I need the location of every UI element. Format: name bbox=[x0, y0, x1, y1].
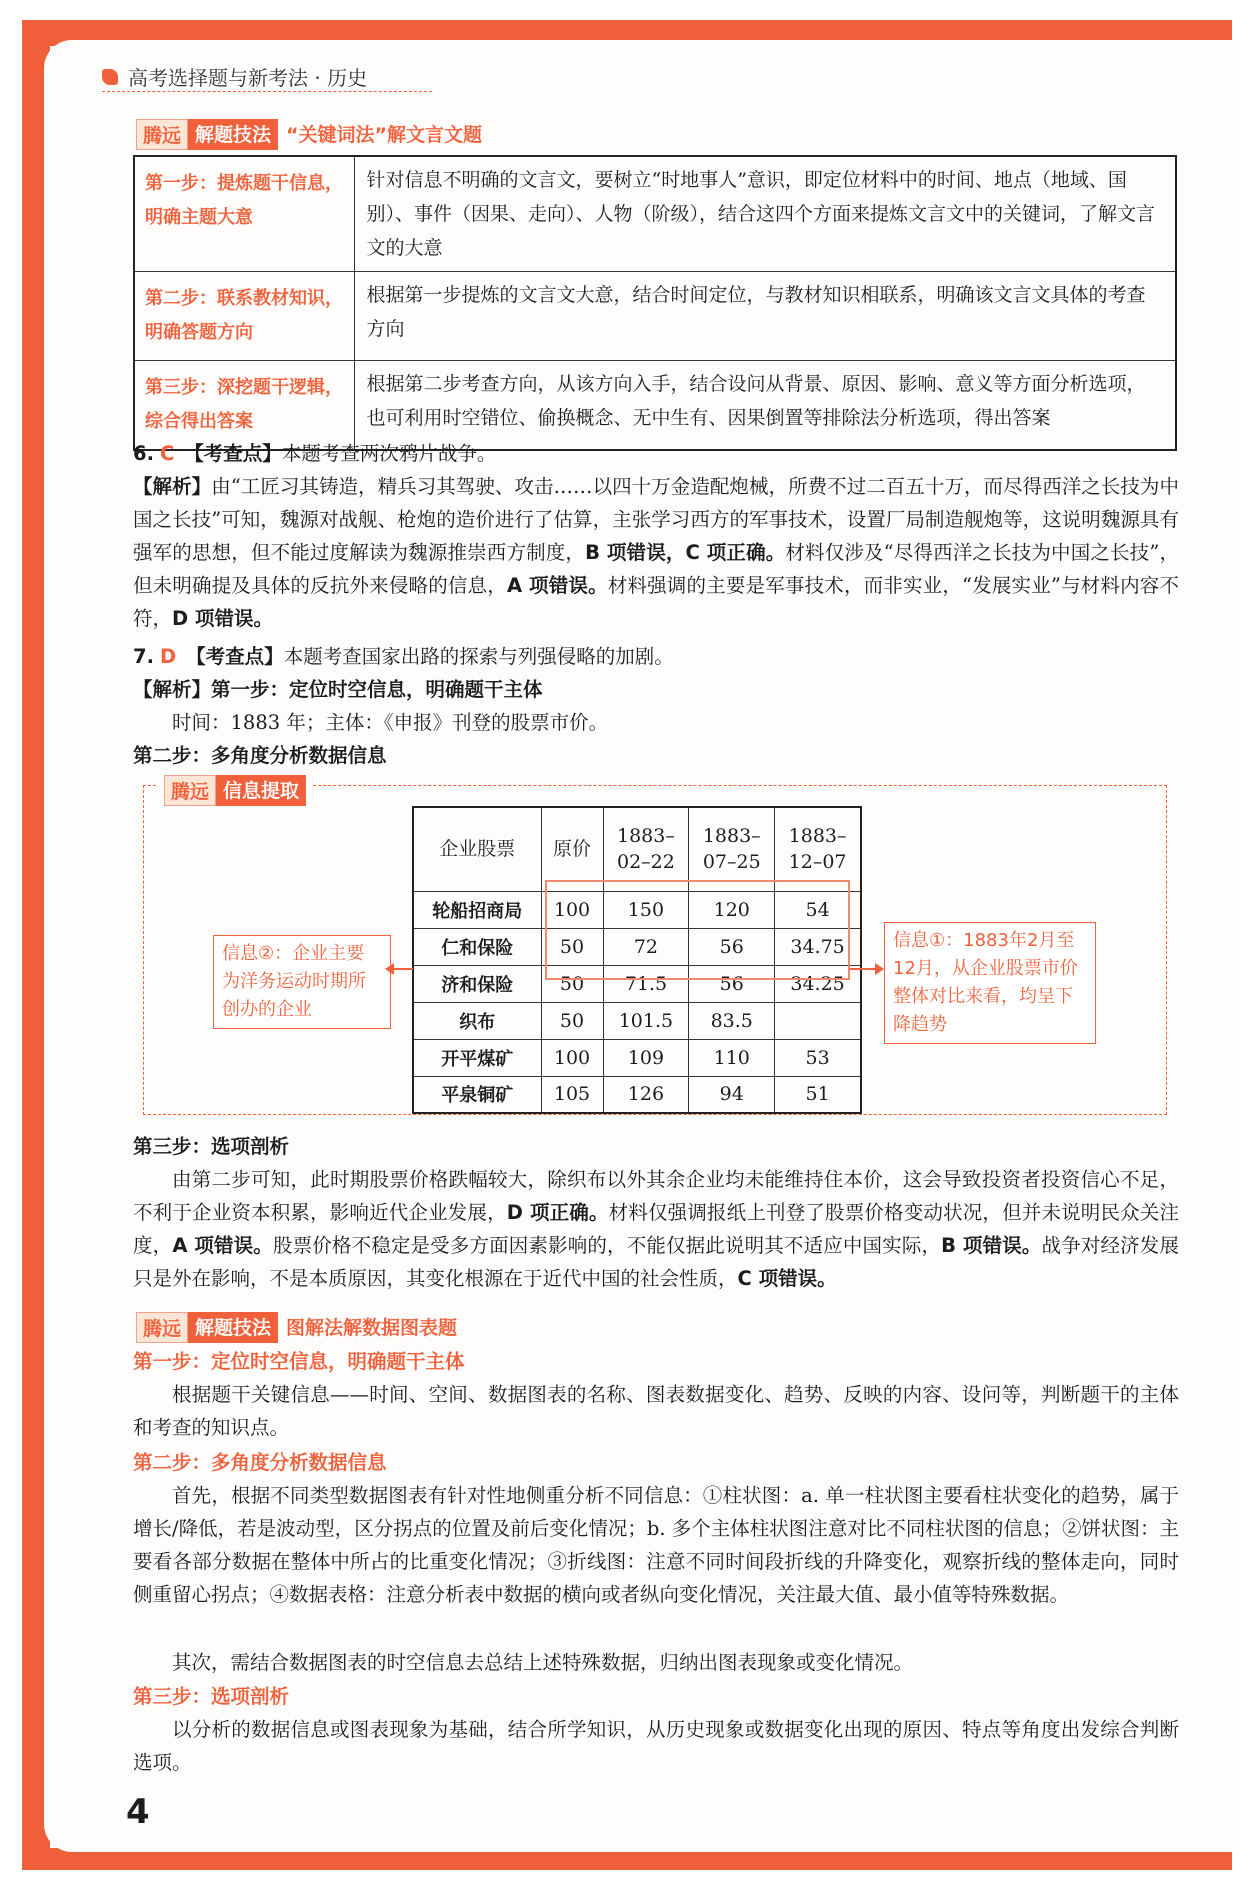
info-note-1: 信息①：1883年2月至12月，从企业股票市价整体对比来看，均呈下降趋势 bbox=[884, 922, 1096, 1044]
cell: 83.5 bbox=[689, 1002, 775, 1039]
q6-analysis-text: 由“工匠习其铸造，精兵习其驾驶、攻击……以四十万金造配炮械，所费不过二百五十万，而尽得西洋之长技为中国之长技”可知，魏源对战舰、枪炮的造价进行了估算，主张学习西方的军事技术，设置厂局制造舰炮等，这说明魏源具有强军的思想，但不能过度解读为魏源推崇西方制度， bbox=[133, 475, 1179, 564]
method-step: 第一步：提炼题干信息，明确主题大意 bbox=[134, 156, 354, 272]
price-highlight-box bbox=[545, 880, 850, 980]
q7-step3-b: 材料仅强调报纸上刊登了股票价格变动状况，但并未说明民众关注度， bbox=[133, 1201, 1179, 1257]
q6-point-label: 【考查点】 bbox=[184, 442, 282, 465]
tip1-tag bbox=[136, 119, 490, 150]
q6-analysis-mid: 材料仅涉及“尽得西洋之长技为中国之长技”，但未明确提及具体的反抗外来侵略的信息， bbox=[133, 541, 1179, 597]
tip2-step2-text2: 其次，需结合数据图表的时空信息去总结上述特殊数据，归纳出图表现象或变化情况。 bbox=[172, 1651, 914, 1674]
tip1-kind: 解题技法 bbox=[188, 119, 278, 150]
tip2-step3-title: 第三步：选项剖析 bbox=[133, 1685, 290, 1708]
stock-name: 平泉铜矿 bbox=[413, 1076, 541, 1113]
cell: 50 bbox=[541, 1002, 603, 1039]
running-header bbox=[102, 62, 367, 91]
tip2-step1-title: 第一步：定位时空信息，明确题干主体 bbox=[133, 1350, 465, 1373]
q6-analysis-mid2: 材料强调的主要是军事技术，而非实业，“发展实业”与材料内容不符， bbox=[133, 574, 1179, 630]
q6-a-verdict: A 项错误。 bbox=[506, 574, 608, 597]
cell: 34.75 bbox=[775, 928, 861, 965]
q7-point: 本题考查国家出路的探索与列强侵略的加剧。 bbox=[283, 645, 674, 668]
info-kind: 信息提取 bbox=[216, 775, 306, 806]
tip2-step2-text: 首先，根据不同类型数据图表有针对性地侧重分析不同信息：①柱状图：a. 单一柱状图主要看柱状变化的趋势，属于增长/降低，若是波动型，区分拐点的位置及前后变化情况；b. 多个主体柱状图注意对比不同柱状图的信息；②饼状图：主要看各部分数据在整体中所占的比重变化情况；③折线图：注意不同时间段折线的升降变化，观察折线的整体走向，同时侧重留心拐点；④数据表格：注意分析表中数据的横向或者纵向变化情况，关注最大值、最小值等特殊数据。 bbox=[133, 1484, 1179, 1606]
tip2-step2-title: 第二步：多角度分析数据信息 bbox=[133, 1451, 387, 1474]
cell: 51 bbox=[775, 1076, 861, 1113]
info-tag bbox=[158, 775, 312, 806]
q7-answer: D bbox=[159, 645, 177, 668]
tip2-tag bbox=[136, 1312, 465, 1343]
tip2-brand: 腾远 bbox=[136, 1312, 188, 1343]
q7-step3-title: 第三步：选项剖析 bbox=[133, 1135, 290, 1158]
tip2-kind: 解题技法 bbox=[188, 1312, 278, 1343]
q7-step2-title: 第二步：多角度分析数据信息 bbox=[133, 744, 387, 767]
q7-b-verdict: B 项错误。 bbox=[941, 1234, 1042, 1257]
q7-step1-text: 时间：1883 年；主体：《申报》刊登的股票市价。 bbox=[172, 711, 609, 734]
col-header: 原价 bbox=[541, 807, 603, 891]
col-header: 1883–07–25 bbox=[689, 807, 775, 891]
q7-point-label: 【考查点】 bbox=[186, 645, 284, 668]
header-title: 高考选择题与新考法 · 历史 bbox=[128, 66, 368, 90]
table-row bbox=[413, 1076, 861, 1113]
method-row bbox=[134, 156, 1176, 272]
cell: 105 bbox=[541, 1076, 603, 1113]
q7-analysis-label: 【解析】 bbox=[133, 678, 212, 701]
cell: 72 bbox=[603, 928, 689, 965]
cell: 100 bbox=[541, 1039, 603, 1076]
q7-step3-body: 由第二步可知，此时期股票价格跌幅较大，除织布以外其余企业均未能维持住本价，这会导致投资者投资信心不足，不利于企业资本积累，影响近代企业发展， bbox=[133, 1168, 1179, 1224]
stock-name: 织布 bbox=[413, 1002, 541, 1039]
q7-heading bbox=[133, 640, 1179, 673]
method-row bbox=[134, 272, 1176, 361]
tip2-step3-text: 以分析的数据信息或图表现象为基础，结合所学知识，从历史现象或数据变化出现的原因、特点等角度出发综合判断选项。 bbox=[133, 1718, 1179, 1774]
cell: 56 bbox=[689, 965, 775, 1002]
q6-bc-verdict: B 项错误，C 项正确。 bbox=[585, 541, 786, 564]
cell: 71.5 bbox=[603, 965, 689, 1002]
cell: 50 bbox=[541, 928, 603, 965]
method-step: 第三步：深挖题干逻辑，综合得出答案 bbox=[134, 361, 354, 451]
method-desc: 根据第二步考查方向，从该方向入手，结合设问从背景、原因、影响、意义等方面分析选项，也可利用时空错位、偷换概念、无中生有、因果倒置等排除法分析选项，得出答案 bbox=[354, 361, 1176, 451]
q7-d-verdict: D 项正确。 bbox=[506, 1201, 609, 1224]
method-desc: 根据第一步提炼的文言文大意，结合时间定位，与教材知识相联系，明确该文言文具体的考查方向 bbox=[354, 272, 1176, 361]
method-step: 第二步：联系教材知识，明确答题方向 bbox=[134, 272, 354, 361]
q7-step3-text bbox=[133, 1163, 1179, 1295]
arrow-left-icon bbox=[393, 968, 413, 970]
q7-a-verdict: A 项错误。 bbox=[172, 1234, 273, 1257]
method-table bbox=[133, 155, 1177, 451]
q6-analysis-label: 【解析】 bbox=[133, 475, 212, 498]
q6-analysis bbox=[133, 470, 1179, 635]
col-header: 企业股票 bbox=[413, 807, 541, 891]
info-note-2: 信息②：企业主要为洋务运动时期所创办的企业 bbox=[213, 935, 391, 1029]
page-number: 4 bbox=[126, 1792, 150, 1832]
stock-name: 开平煤矿 bbox=[413, 1039, 541, 1076]
table-header-row bbox=[413, 807, 861, 891]
arrow-right-icon bbox=[850, 968, 876, 970]
col-header: 1883–02–22 bbox=[603, 807, 689, 891]
tip1-brand: 腾远 bbox=[136, 119, 188, 150]
q6-point: 本题考查两次鸦片战争。 bbox=[281, 442, 497, 465]
cell: 100 bbox=[541, 891, 603, 928]
q6-d-verdict: D 项错误。 bbox=[172, 607, 273, 630]
tip1-title: “关键词法”解文言文题 bbox=[286, 124, 483, 146]
stock-name: 轮船招商局 bbox=[413, 891, 541, 928]
col-header: 1883–12–07 bbox=[775, 807, 861, 891]
stock-name: 仁和保险 bbox=[413, 928, 541, 965]
q7-step1-title: 第一步：定位时空信息，明确题干主体 bbox=[211, 678, 543, 701]
cell: 110 bbox=[689, 1039, 775, 1076]
q7-number: 7. bbox=[133, 645, 154, 668]
q7-step1 bbox=[133, 673, 1179, 706]
cell: 54 bbox=[775, 891, 861, 928]
cell: 150 bbox=[603, 891, 689, 928]
table-row bbox=[413, 1039, 861, 1076]
method-desc: 针对信息不明确的文言文，要树立“时地事人”意识，即定位材料中的时间、地点（地域、国别）、事件（因果、走向）、人物（阶级），结合这四个方面来提炼文言文中的关键词，了解文言文的大意 bbox=[354, 156, 1176, 272]
q7-step3-c: 股票价格不稳定是受多方面因素影响的，不能仅据此说明其不适应中国实际， bbox=[272, 1234, 942, 1257]
cell: 120 bbox=[689, 891, 775, 928]
tip2-title: 图解法解数据图表题 bbox=[286, 1317, 458, 1339]
info-brand: 腾远 bbox=[164, 775, 216, 806]
table-row bbox=[413, 1002, 861, 1039]
q6-heading bbox=[133, 437, 1179, 470]
q7-c-verdict: C 项错误。 bbox=[737, 1267, 837, 1290]
cell bbox=[775, 1002, 861, 1039]
cell: 56 bbox=[689, 928, 775, 965]
cell: 101.5 bbox=[603, 1002, 689, 1039]
cell: 34.25 bbox=[775, 965, 861, 1002]
q7-step3-d: 战争对经济发展只是外在影响，不是本质原因，其变化根源在于近代中国的社会性质， bbox=[133, 1234, 1179, 1290]
cell: 94 bbox=[689, 1076, 775, 1113]
q6-answer: C bbox=[159, 442, 175, 465]
stock-name: 济和保险 bbox=[413, 965, 541, 1002]
tip2-step1-text: 根据题干关键信息——时间、空间、数据图表的名称、图表数据变化、趋势、反映的内容、设问等，判断题干的主体和考查的知识点。 bbox=[133, 1383, 1179, 1439]
cell: 109 bbox=[603, 1039, 689, 1076]
cell: 50 bbox=[541, 965, 603, 1002]
cell: 53 bbox=[775, 1039, 861, 1076]
cell: 126 bbox=[603, 1076, 689, 1113]
q6-number: 6. bbox=[133, 442, 154, 465]
header-divider bbox=[102, 91, 432, 92]
book-logo-icon bbox=[102, 69, 118, 85]
